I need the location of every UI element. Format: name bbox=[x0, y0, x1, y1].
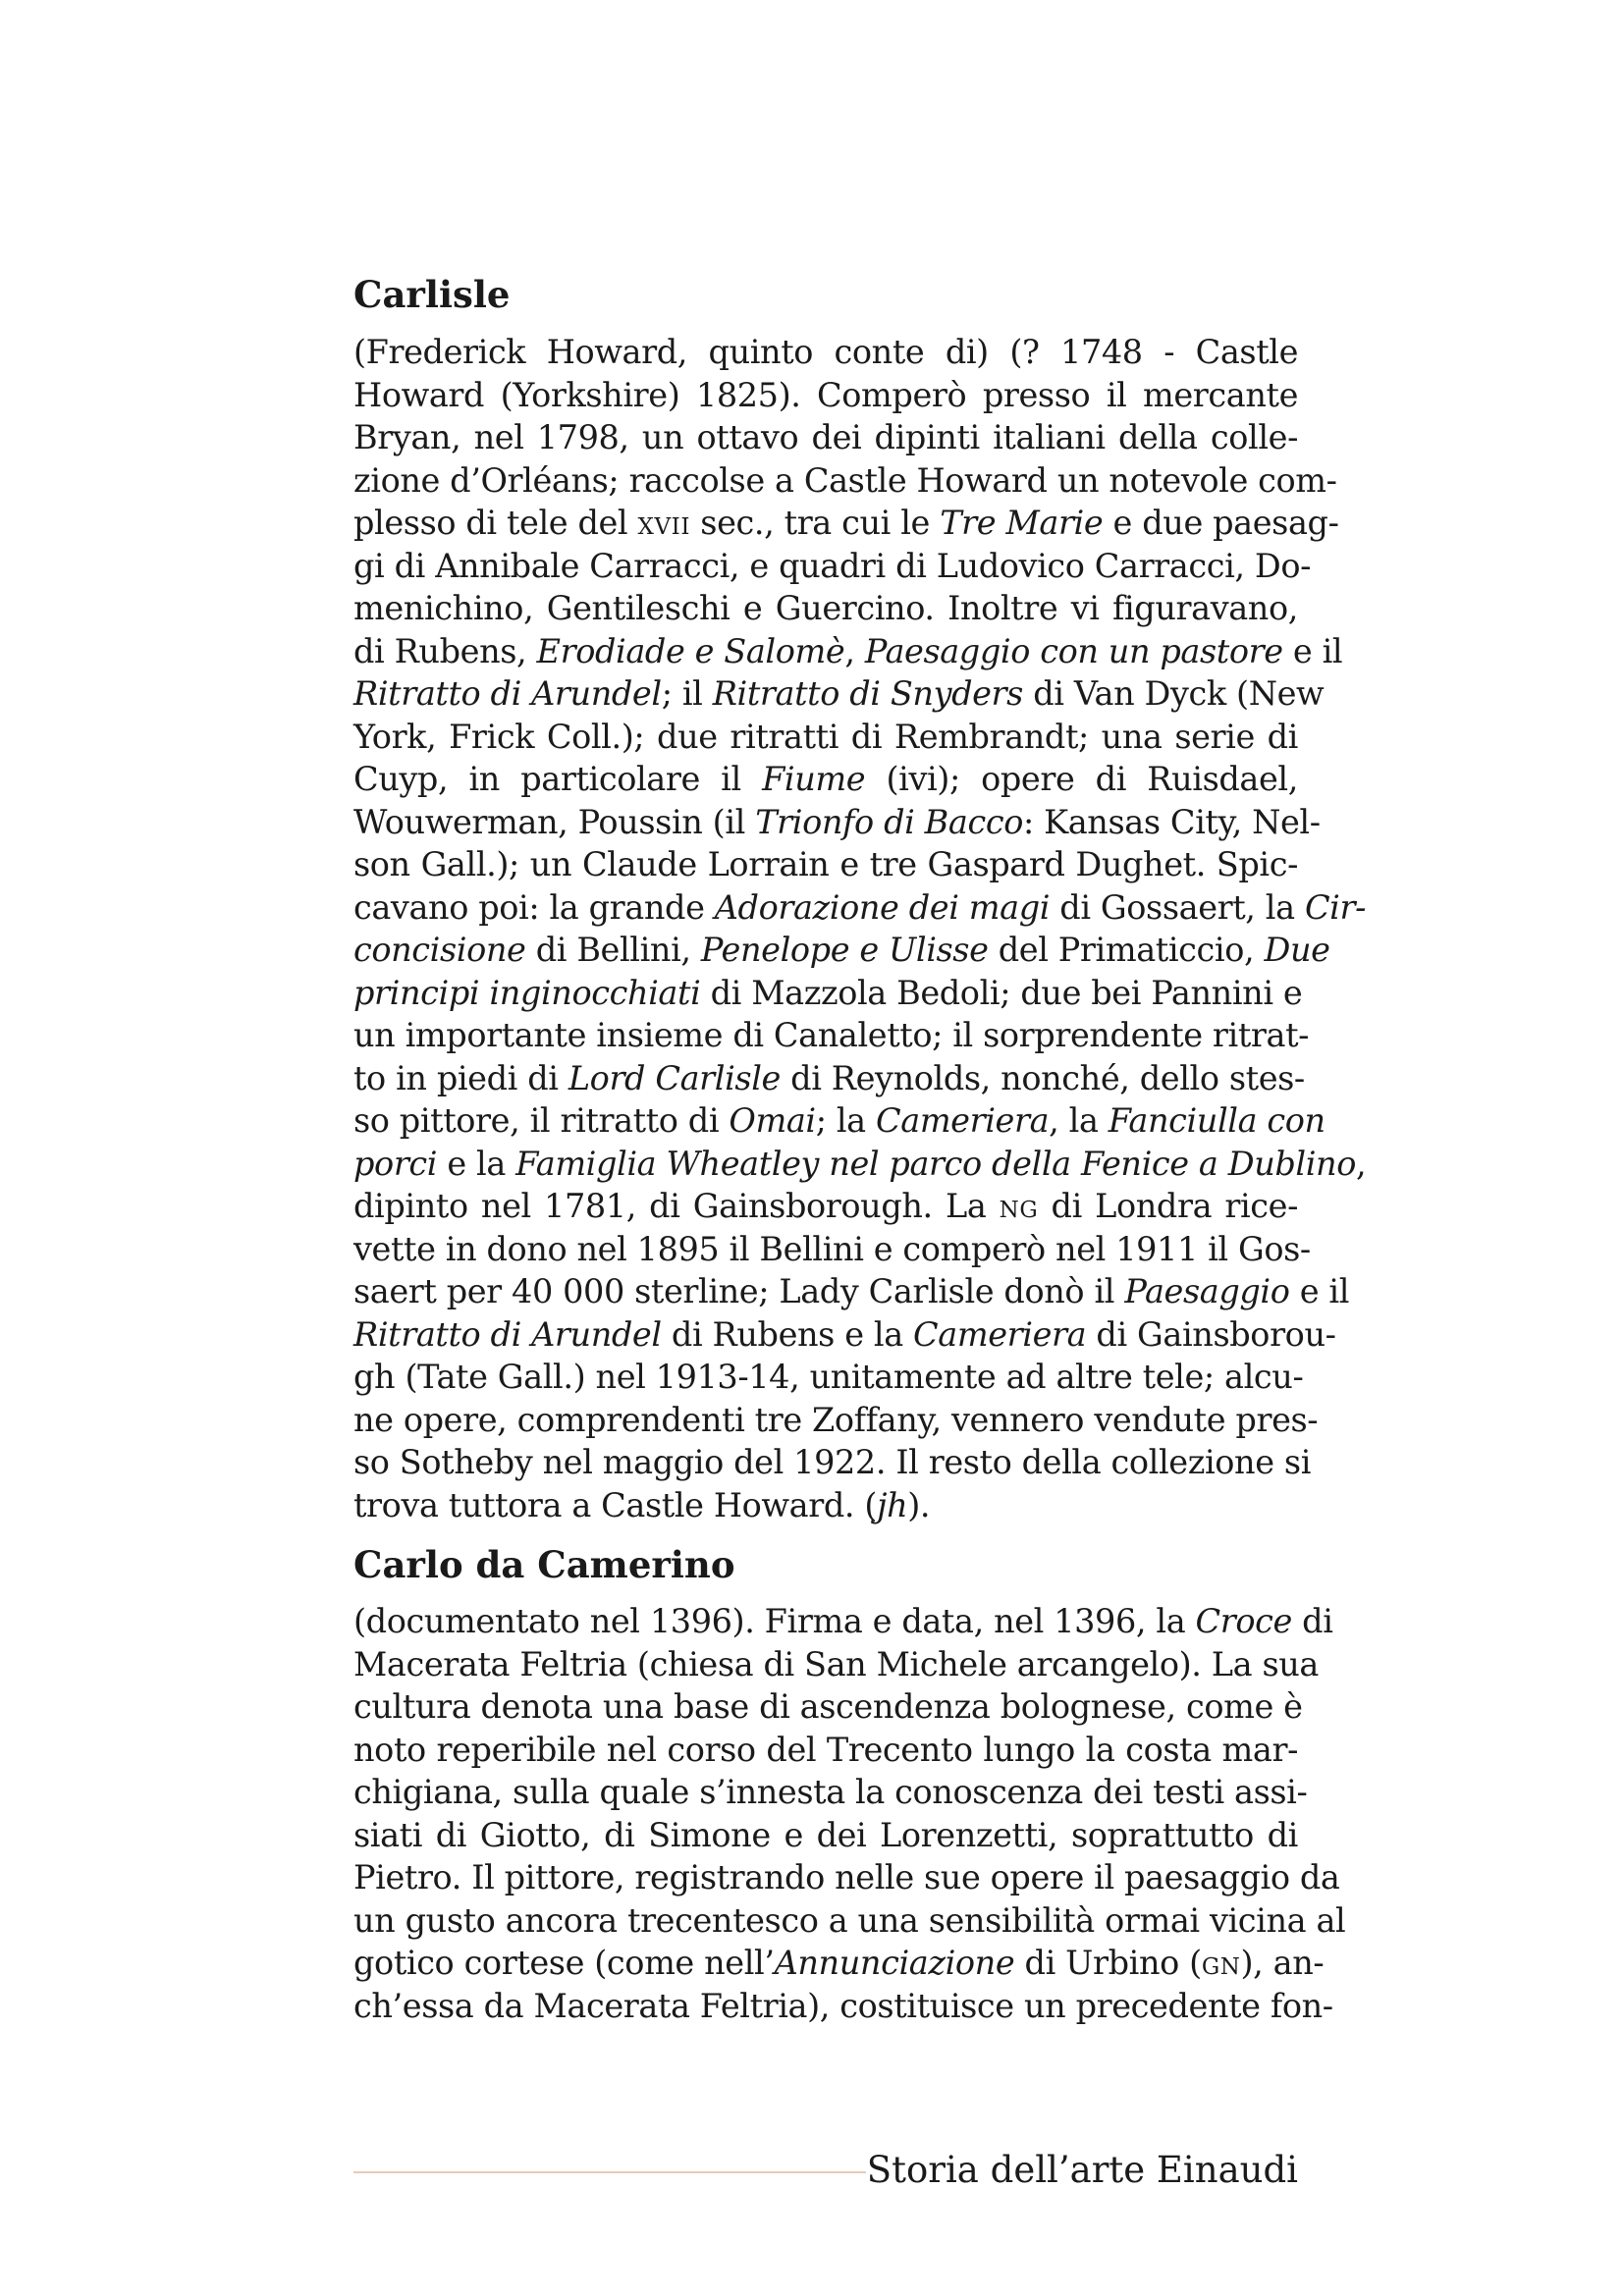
text-line: Cuyp, in particolare il Fiume (ivi); opere di Ruisdael, bbox=[353, 760, 1298, 798]
text-line: Pietro. Il pittore, registrando nelle sue opere il paesaggio da bbox=[353, 1858, 1340, 1896]
text-line: un importante insieme di Canaletto; il sorprendente ritrat- bbox=[353, 1016, 1310, 1054]
text-line: menichino, Gentileschi e Guercino. Inoltre vi figuravano, bbox=[353, 589, 1298, 627]
text-line: siati di Giotto, di Simone e dei Lorenzetti, soprattutto di bbox=[353, 1815, 1298, 1854]
entry-heading-carlisle: Carlisle bbox=[353, 273, 511, 316]
text-line: Wouwerman, Poussin (il Trionfo di Bacco: Kansas City, Nel- bbox=[353, 802, 1321, 841]
text-line: saert per 40 000 sterline; Lady Carlisle donò il Paesaggio e il bbox=[353, 1272, 1350, 1310]
entry-body-carlo-da-camerino bbox=[353, 1600, 1346, 2027]
text-line: gi di Annibale Carracci, e quadri di Ludovico Carracci, Do- bbox=[353, 546, 1312, 585]
footer-title: Storia dell’arte Einaudi bbox=[866, 2149, 1298, 2191]
text-line: Macerata Feltria (chiesa di San Michele arcangelo). La sua bbox=[353, 1644, 1319, 1683]
text-line: cultura denota una base di ascendenza bolognese, come è bbox=[353, 1687, 1303, 1726]
text-line: (Frederick Howard, quinto conte di) (? 1748 - Castle bbox=[353, 333, 1298, 371]
text-line: Bryan, nel 1798, un ottavo dei dipinti italiani della colle- bbox=[353, 418, 1298, 456]
text-line: noto reperibile nel corso del Trecento lungo la costa mar- bbox=[353, 1730, 1298, 1769]
footer-rule bbox=[353, 2171, 866, 2173]
text-line: cavano poi: la grande Adorazione dei magi di Gossaert, la Cir- bbox=[353, 887, 1367, 927]
text-line: un gusto ancora trecentesco a una sensibilità ormai vicina al bbox=[353, 1900, 1346, 1940]
text-line: son Gall.); un Claude Lorrain e tre Gaspard Dughet. Spic- bbox=[353, 845, 1298, 883]
text-line: trova tuttora a Castle Howard. (jh). bbox=[353, 1485, 931, 1524]
text-line: zione d’Orléans; raccolse a Castle Howard un notevole com- bbox=[353, 460, 1337, 500]
entry-body-carlisle bbox=[353, 331, 1367, 1526]
text-line: Ritratto di Arundel; il Ritratto di Snyders di Van Dyck (New bbox=[353, 674, 1325, 713]
text-line: (documentato nel 1396). Firma e data, nel 1396, la Croce di bbox=[353, 1602, 1333, 1640]
entry-heading-carlo-da-camerino: Carlo da Camerino bbox=[353, 1543, 735, 1586]
text-line: gh (Tate Gall.) nel 1913-14, unitamente ad altre tele; alcu- bbox=[353, 1358, 1304, 1396]
text-line: York, Frick Coll.); due ritratti di Rembrandt; una serie di bbox=[353, 717, 1298, 756]
text-line: to in piedi di Lord Carlisle di Reynolds, nonché, dello stes- bbox=[353, 1058, 1305, 1097]
text-line: ne opere, comprendenti tre Zoffany, vennero vendute pres- bbox=[353, 1400, 1319, 1439]
text-line: principi inginocchiati di Mazzola Bedoli; due bei Pannini e bbox=[353, 973, 1303, 1012]
text-line: porci e la Famiglia Wheatley nel parco della Fenice a Dublino, bbox=[353, 1144, 1367, 1183]
text-line: chigiana, sulla quale s’innesta la conoscenza dei testi assi- bbox=[353, 1773, 1308, 1811]
text-line: plesso di tele del XVII sec., tra cui le Tre Marie e due paesag- bbox=[353, 504, 1339, 542]
text-line: so pittore, il ritratto di Omai; la Cameriera, la Fanciulla con bbox=[353, 1101, 1325, 1140]
text-line: di Rubens, Erodiade e Salomè, Paesaggio con un pastore e il bbox=[353, 631, 1343, 670]
text-line: so Sotheby nel maggio del 1922. Il resto della collezione si bbox=[353, 1443, 1312, 1481]
text-line: gotico cortese (come nell’Annunciazione di Urbino (GN), an- bbox=[353, 1944, 1325, 1982]
text-line: vette in dono nel 1895 il Bellini e comperò nel 1911 il Gos- bbox=[353, 1229, 1311, 1268]
text-line: Ritratto di Arundel di Rubens e la Cameriera di Gainsborou- bbox=[353, 1314, 1336, 1354]
text-line: dipinto nel 1781, di Gainsborough. La NG di Londra rice- bbox=[353, 1187, 1298, 1225]
text-line: Howard (Yorkshire) 1825). Comperò presso il mercante bbox=[353, 375, 1298, 414]
text-line: ch’essa da Macerata Feltria), costituisce un precedente fon- bbox=[353, 1986, 1333, 2025]
text-line: concisione di Bellini, Penelope e Ulisse del Primaticcio, Due bbox=[353, 931, 1330, 969]
